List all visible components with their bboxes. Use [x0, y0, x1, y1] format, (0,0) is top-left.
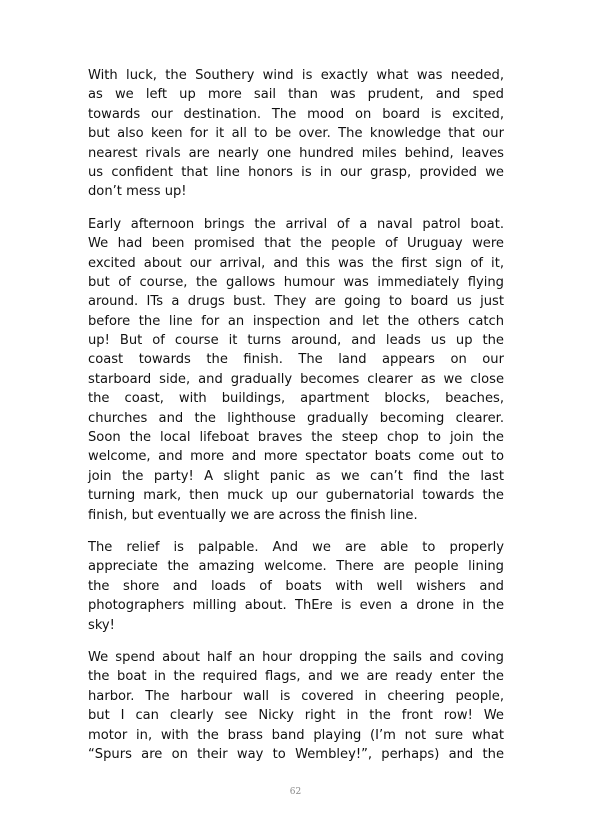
- text-line: the shore and loads of boats with well wishers and: [88, 578, 504, 594]
- text-line: don’t mess up!: [88, 184, 187, 200]
- text-line: as we left up more sail than was prudent, and sped: [88, 87, 504, 103]
- paragraph-gap: [88, 525, 504, 538]
- paragraph-gap: [88, 635, 504, 648]
- text-line: sky!: [88, 617, 115, 633]
- text-line: but also keen for it all to be over. The knowledge that our: [88, 126, 504, 142]
- text-line: excited about our arrival, and this was the first sign of it,: [88, 255, 504, 271]
- text-line: but of course, the gallows humour was immediately flying: [88, 274, 504, 290]
- text-line: With luck, the Southery wind is exactly what was needed,: [88, 68, 504, 83]
- text-line: coast towards the finish. The land appears on our: [88, 352, 504, 368]
- body-text: [88, 66, 504, 764]
- text-line: starboard side, and gradually becomes clearer as we close: [88, 371, 504, 387]
- paragraph: [88, 648, 504, 764]
- text-line: “Spurs are on their way to Wembley!”, perhaps) and the: [88, 746, 504, 762]
- page-number: 62: [289, 787, 302, 797]
- text-line: towards our destination. The mood on board is excited,: [88, 106, 504, 122]
- text-line: around. ITs a drugs bust. They are going to board us just: [88, 294, 504, 310]
- text-line: welcome, and more and more spectator boats come out to: [88, 449, 504, 465]
- text-line: nearest rivals are nearly one hundred miles behind, leaves: [88, 145, 504, 161]
- text-line: We had been promised that the people of Uruguay were: [88, 236, 504, 252]
- text-line: up! But of course it turns around, and leads us up the: [88, 333, 504, 349]
- text-line: the coast, with buildings, apartment blocks, beaches,: [88, 391, 504, 407]
- text-line: harbor. The harbour wall is covered in cheering people,: [88, 688, 504, 704]
- text-line: but I can clearly see Nicky right in the front row! We: [88, 708, 504, 724]
- text-line: Soon the local lifeboat braves the steep chop to join the: [88, 430, 504, 446]
- text-line: photographers milling about. ThEre is even a drone in the: [88, 598, 504, 614]
- text-line: the boat in the required flags, and we are ready enter the: [88, 669, 504, 685]
- text-line: We spend about half an hour dropping the sails and coving: [88, 649, 504, 665]
- text-line: join the party! A slight panic as we can’t find the last: [88, 468, 504, 484]
- paragraph: [88, 215, 504, 525]
- text-line: before the line for an inspection and let the others catch: [88, 313, 504, 329]
- text-line: turning mark, then muck up our gubernatorial towards the: [88, 488, 504, 504]
- paragraph-gap: [88, 202, 504, 215]
- text-line: appreciate the amazing welcome. There are people lining: [88, 559, 504, 575]
- text-line: motor in, with the brass band playing (I’m not sure what: [88, 727, 504, 743]
- paragraph: [88, 538, 504, 635]
- text-line: churches and the lighthouse gradually becoming clearer.: [88, 410, 504, 426]
- paragraph: [88, 66, 504, 202]
- text-line: finish, but eventually we are across the finish line.: [88, 507, 418, 523]
- text-line: The relief is palpable. And we are able to properly: [88, 539, 504, 555]
- text-line: Early afternoon brings the arrival of a naval patrol boat.: [88, 216, 504, 232]
- text-line: us confident that line honors is in our grasp, provided we: [88, 164, 504, 180]
